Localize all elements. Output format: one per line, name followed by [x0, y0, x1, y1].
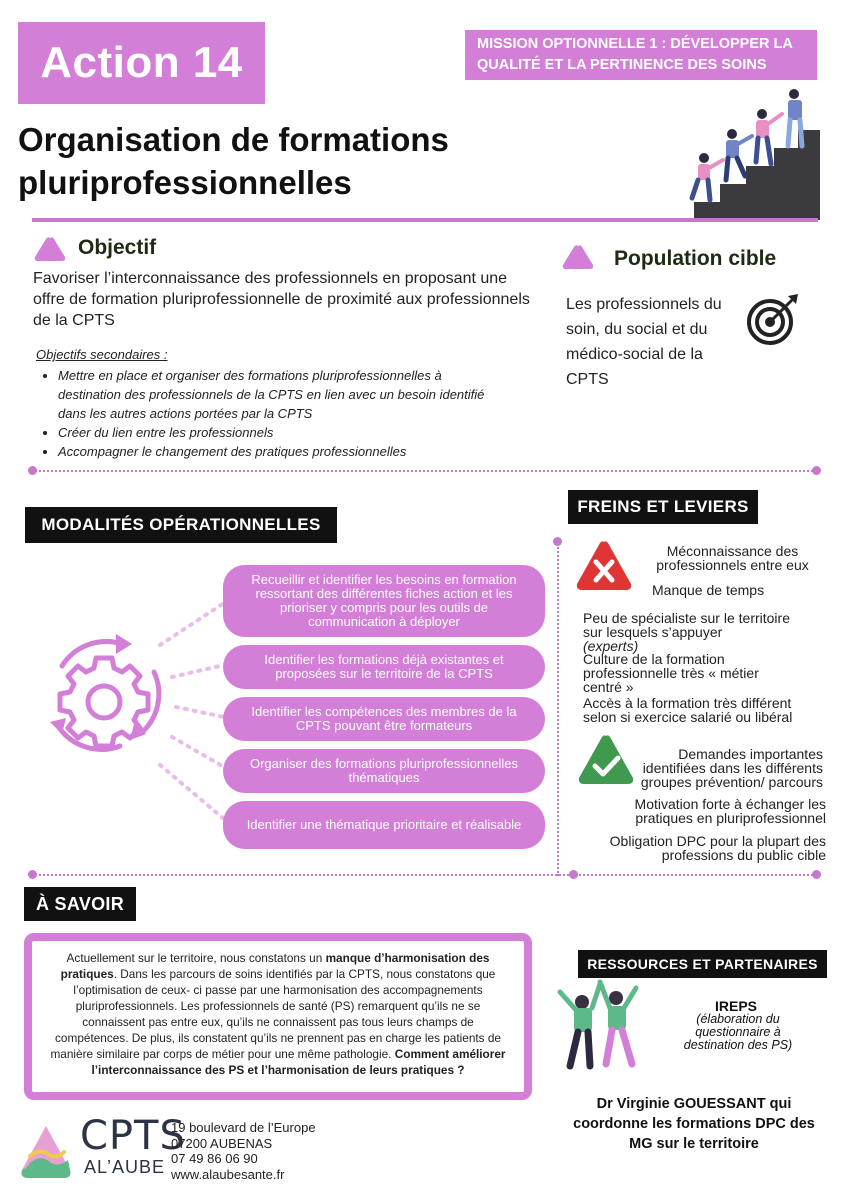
- person-1-icon: [692, 153, 723, 200]
- levier-item: Obligation DPC pour la plupart des professions du public cible: [609, 833, 826, 863]
- freins-heading: FREINS ET LEVIERS: [568, 490, 758, 524]
- vertical-divider: [557, 540, 559, 876]
- contact-block: [171, 1120, 316, 1182]
- list-item: • Créer du lien entre les professionnels: [58, 423, 506, 442]
- frein-item: Méconnaissance des professionnels entre eux: [656, 543, 809, 573]
- connector-lines: [150, 595, 226, 825]
- triangle-icon: [562, 244, 594, 270]
- savoir-bold: manque d’harmonisation des pratiques: [60, 951, 490, 981]
- triangle-icon: [34, 236, 66, 262]
- frein-text: Peu de spécialiste sur le territoire sur lesquels s’appuyer: [583, 610, 790, 640]
- cpts-logo-icon: [18, 1122, 74, 1182]
- x-triangle-icon: [575, 540, 633, 592]
- frein-item: Accès à la formation très différent selon si exercice salarié ou libéral: [583, 695, 793, 725]
- population-heading: Population cible: [614, 247, 777, 270]
- doctor-partner: Dr Virginie GOUESSANT qui coordonne les formations DPC des MG sur le territoire: [573, 1096, 815, 1152]
- header-divider: [32, 218, 818, 222]
- frein-item: Manque de temps: [652, 582, 765, 598]
- ireps-name: IREPS: [714, 998, 757, 1014]
- levier-item: Demandes importantes identifiées dans les différents groupes prévention/ parcours: [640, 746, 823, 790]
- list-item: • Accompagner le changement des pratiques professionnelles: [58, 442, 506, 461]
- title-line-1: Organisation de formations: [18, 121, 449, 158]
- savoir-text: Actuellement sur le territoire, nous constatons un: [66, 951, 326, 965]
- modalite-item: Organiser des formations pluriprofessionnelles thématiques: [223, 749, 545, 793]
- action-number: Action 14: [18, 22, 265, 104]
- secondary-title: Objectifs secondaires :: [36, 347, 168, 362]
- website-link[interactable]: www.alaubesante.fr: [171, 1166, 285, 1182]
- modalite-item: Identifier les formations déjà existantes et proposées sur le territoire de la CPTS: [223, 645, 545, 689]
- divider-dot: [28, 870, 37, 879]
- levier-item: Motivation forte à échanger les pratiques en pluriprofessionnel: [634, 796, 826, 826]
- section-divider: [32, 470, 816, 472]
- address-line-1: 19 boulevard de l’Europe: [171, 1120, 316, 1135]
- page-title: [18, 118, 578, 204]
- team-stairs-illustration: [676, 84, 820, 220]
- person-left-icon: [560, 984, 600, 1066]
- address-line-2: 07200 AUBENAS: [171, 1135, 273, 1151]
- target-icon: [746, 292, 800, 346]
- frein-note: (experts): [583, 638, 639, 654]
- section-divider: [32, 874, 816, 876]
- savoir-text: . Dans les parcours de soins identifiés par la CPTS, nous constatons que l’optimisation de ceux- ci passe par une harmonisation des accompagnements pluriprofessionnels. Les professionnels de santé (PS) remarquent qu’ils ne se connaissent pas entre eux, qu’ils ne connaissent pas tous leurs champs de compétences. De plus, ils constatent qu’ils ne prennent pas en charge les patients de manière similaire par corps de métier pour une même pathologie.: [50, 967, 501, 1061]
- modalite-item: Recueillir et identifier les besoins en formation ressortant des différentes fiches action et les prioriser y compris pour les outils de communication à déployer: [223, 565, 545, 637]
- ressources-heading: RESSOURCES ET PARTENAIRES: [578, 950, 827, 978]
- list-item: • Mettre en place et organiser des formations pluriprofessionnelles à destination des professionnels de la CPTS en lien avec un besoin identifié dans les autres actions portées par la CPTS: [58, 366, 506, 423]
- person-right-icon: [600, 982, 636, 1064]
- objectif-text: Favoriser l’interconnaissance des professionnels en proposant une offre de formation pluriprofessionnelle de proximité aux professionnels de la CPTS: [33, 270, 530, 329]
- divider-dot: [812, 870, 821, 879]
- divider-dot: [812, 466, 821, 475]
- frein-item: Culture de la formation professionnelle très « métier centré »: [583, 651, 759, 695]
- logo-alaube-text: AL’AUBE: [84, 1157, 166, 1177]
- ireps-note: (élaboration du questionnaire à destination des PS): [683, 1012, 793, 1052]
- divider-dot: [28, 466, 37, 475]
- modalites-heading: MODALITÉS OPÉRATIONNELLES: [25, 507, 337, 543]
- savoir-question: Comment améliorer l’interconnaissance des PS et l’harmonisation de leurs pratiques ?: [91, 1047, 506, 1077]
- objectif-heading: Objectif: [78, 236, 157, 259]
- divider-dot: [553, 537, 562, 546]
- objectifs-secondaires: [36, 345, 506, 461]
- modalite-item: Identifier une thématique prioritaire et réalisable: [223, 801, 545, 849]
- savoir-heading: À SAVOIR: [24, 887, 136, 921]
- phone: 07 49 86 06 90: [171, 1151, 258, 1166]
- modalite-item: Identifier les compétences des membres de la CPTS pouvant être formateurs: [223, 697, 545, 741]
- savoir-box: [24, 933, 532, 1100]
- person-4-icon: [788, 89, 802, 146]
- frein-item: [583, 611, 813, 653]
- divider-dot: [569, 870, 578, 879]
- title-line-2: pluriprofessionnelles: [18, 164, 352, 201]
- population-text: Les professionnels du soin, du social et du médico-social de la CPTS: [566, 296, 722, 388]
- logo-cpts-text: CPTS: [80, 1113, 186, 1159]
- partners-illustration: [554, 978, 644, 1072]
- mission-banner: MISSION OPTIONNELLE 1 : DÉVELOPPER LA QUALITÉ ET LA PERTINENCE DES SOINS: [465, 30, 817, 80]
